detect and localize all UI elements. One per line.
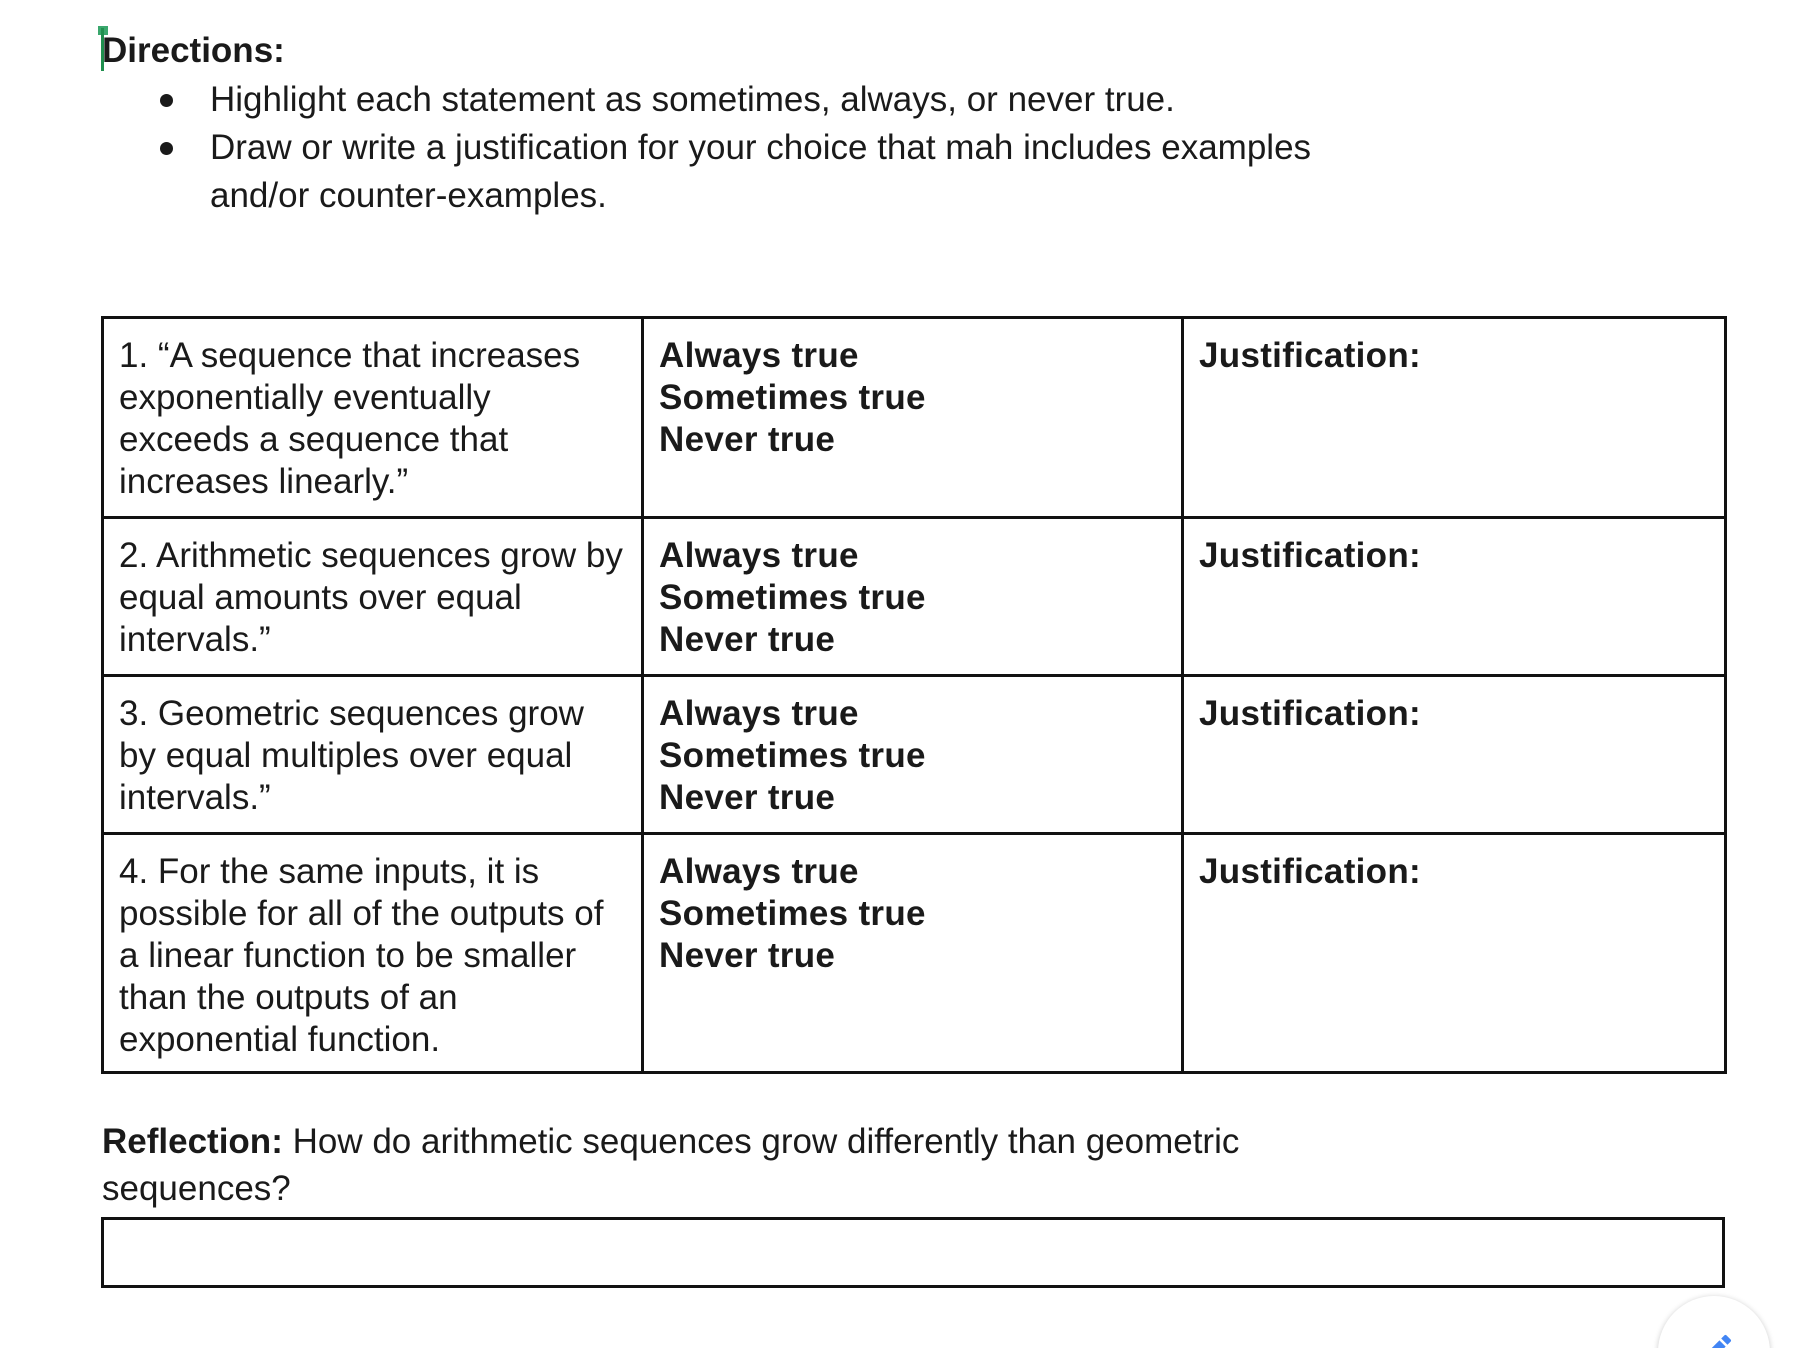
reflection-prompt: [102, 1118, 1432, 1212]
choice-sometimes-true[interactable]: Sometimes true: [659, 578, 926, 617]
statement-text: 1. “A sequence that increases exponentially eventually exceeds a sequence that increases linearly.”: [119, 336, 581, 501]
choice-never-true[interactable]: Never true: [659, 620, 836, 659]
reflection-question: How do arithmetic sequences grow differently than geometric sequences?: [102, 1122, 1240, 1208]
statement-cell[interactable]: [103, 518, 643, 676]
justification-cell[interactable]: [1183, 318, 1726, 518]
choice-always-true[interactable]: Always true: [659, 536, 859, 575]
bullet-dot-icon: [160, 94, 173, 107]
choice-always-true[interactable]: Always true: [659, 336, 859, 375]
edit-button[interactable]: [1658, 1296, 1770, 1348]
statements-table: [101, 316, 1727, 1074]
choice-sometimes-true[interactable]: Sometimes true: [659, 894, 926, 933]
choice-cell: [643, 676, 1183, 834]
choice-cell: [643, 834, 1183, 1073]
justification-label: Justification:: [1199, 536, 1421, 575]
directions-bullet-text: Highlight each statement as sometimes, always, or never true.: [210, 80, 1175, 119]
table-row: [103, 834, 1726, 1073]
reflection-answer-box[interactable]: [101, 1217, 1725, 1288]
directions-bullet: [160, 76, 1410, 124]
choice-sometimes-true[interactable]: Sometimes true: [659, 736, 926, 775]
statement-cell[interactable]: [103, 676, 643, 834]
table-row: [103, 318, 1726, 518]
justification-label: Justification:: [1199, 852, 1421, 891]
statement-cell[interactable]: [103, 834, 643, 1073]
table-row: [103, 676, 1726, 834]
table-row: [103, 518, 1726, 676]
choice-always-true[interactable]: Always true: [659, 852, 859, 891]
justification-cell[interactable]: [1183, 676, 1726, 834]
bullet-dot-icon: [160, 142, 173, 155]
choice-always-true[interactable]: Always true: [659, 694, 859, 733]
choice-never-true[interactable]: Never true: [659, 936, 836, 975]
choice-never-true[interactable]: Never true: [659, 778, 836, 817]
statement-text: 3. Geometric sequences grow by equal multiples over equal intervals.”: [119, 694, 584, 817]
choice-sometimes-true[interactable]: Sometimes true: [659, 378, 926, 417]
reflection-label: Reflection:: [102, 1122, 283, 1161]
statement-text: 4. For the same inputs, it is possible for all of the outputs of a linear function to be smaller than the outputs of an exponential function.: [119, 852, 604, 1059]
justification-label: Justification:: [1199, 336, 1421, 375]
statement-text: 2. Arithmetic sequences grow by equal amounts over equal intervals.”: [119, 536, 623, 659]
directions-bullet: [160, 124, 1410, 220]
directions-list: [160, 76, 1410, 220]
justification-cell[interactable]: [1183, 518, 1726, 676]
choice-never-true[interactable]: Never true: [659, 420, 836, 459]
choice-cell: [643, 518, 1183, 676]
statement-cell[interactable]: [103, 318, 643, 518]
justification-label: Justification:: [1199, 694, 1421, 733]
choice-cell: [643, 318, 1183, 518]
directions-title: Directions:: [102, 31, 285, 70]
directions-bullet-text: Draw or write a justification for your choice that mah includes examples and/or counter-examples.: [210, 128, 1312, 215]
justification-cell[interactable]: [1183, 834, 1726, 1073]
